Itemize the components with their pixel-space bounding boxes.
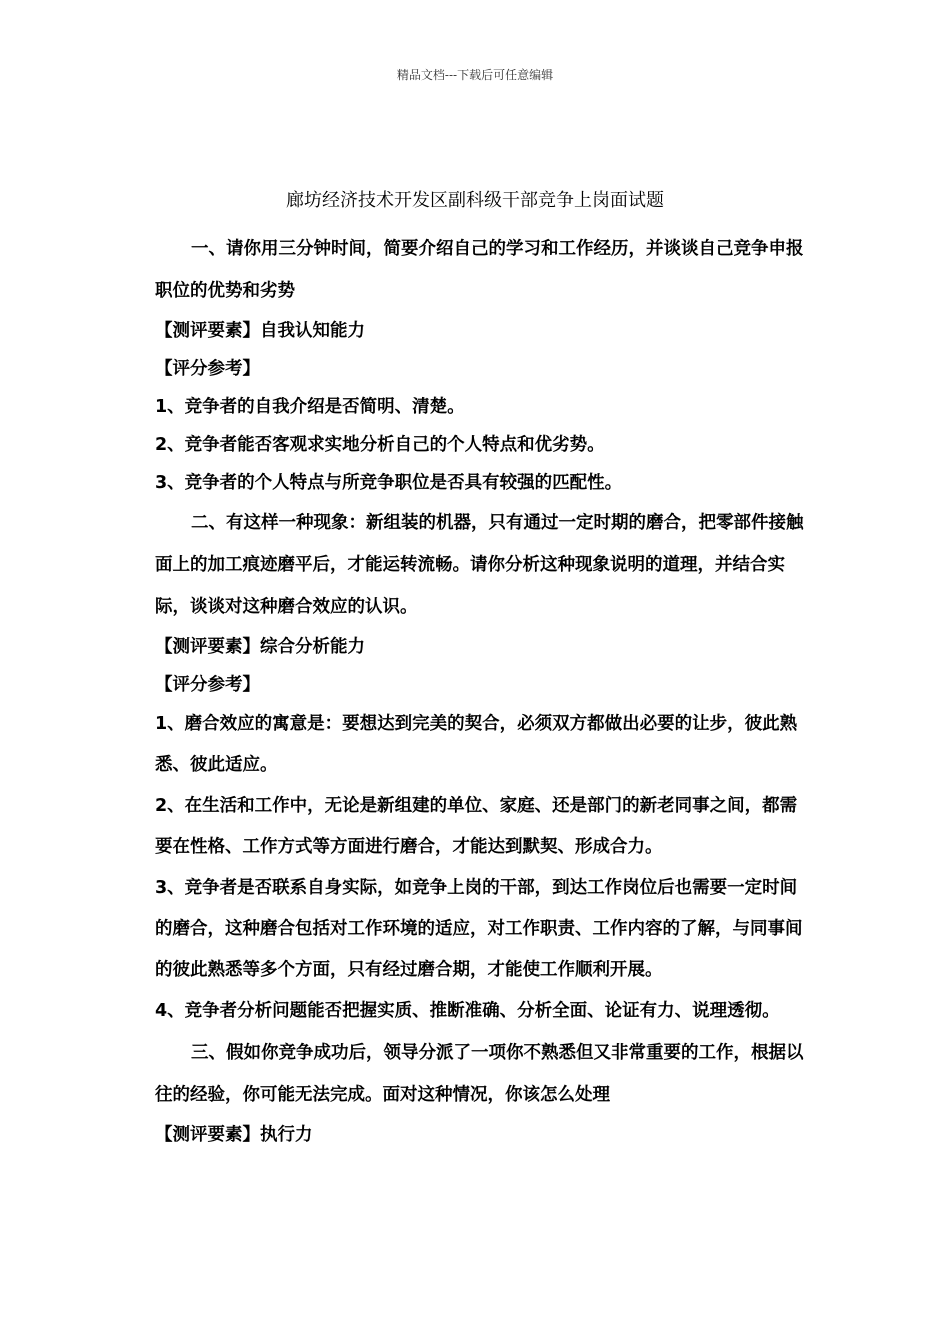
scoring-point: 3、竞争者的个人特点与所竞争职位是否具有较强的匹配性。	[155, 473, 623, 493]
document-title: 廊坊经济技术开发区副科级干部竞争上岗面试题	[286, 190, 664, 211]
evaluation-factor-1: 【测评要素】自我认知能力	[155, 321, 365, 341]
question-3: 三、假如你竞争成功后，领导分派了一项你不熟悉但又非常重要的工作，根据以往的经验，你可能无法完成。面对这种情况，你该怎么处理	[155, 1043, 804, 1105]
scoring-point: 4、竞争者分析问题能否把握实质、推断准确、分析全面、论证有力、说理透彻。	[155, 1001, 780, 1021]
scoring-reference-heading-2: 【评分参考】	[155, 675, 260, 695]
scoring-reference-heading-1: 【评分参考】	[155, 359, 260, 379]
scoring-point: 1、磨合效应的寓意是：要想达到完美的契合，必须双方都做出必要的让步，彼此熟悉、彼此适应。	[155, 714, 798, 775]
scoring-point: 2、竞争者能否客观求实地分析自己的个人特点和优劣势。	[155, 435, 605, 455]
evaluation-factor-3: 【测评要素】执行力	[155, 1125, 313, 1145]
scoring-point: 2、在生活和工作中，无论是新组建的单位、家庭、还是部门的新老同事之间，都需要在性格、工作方式等方面进行磨合，才能达到默契、形成合力。	[155, 796, 798, 857]
scoring-point: 3、竞争者是否联系自身实际，如竞争上岗的干部，到达工作岗位后也需要一定时间的磨合，这种磨合包括对工作环境的适应，对工作职责、工作内容的了解，与同事间的彼此熟悉等多个方面，只有经过磨合期，才能使工作顺利开展。	[155, 878, 803, 980]
evaluation-factor-2: 【测评要素】综合分析能力	[155, 637, 365, 657]
question-2: 二、有这样一种现象：新组装的机器，只有通过一定时期的磨合，把零部件接触面上的加工痕迹磨平后，才能运转流畅。请你分析这种现象说明的道理，并结合实际，谈谈对这种磨合效应的认识。	[155, 513, 804, 617]
page-header: 精品文档---下载后可任意编辑	[396, 68, 554, 82]
document-body	[155, 228, 807, 1154]
scoring-point: 1、竞争者的自我介绍是否简明、清楚。	[155, 397, 465, 417]
question-1: 一、请你用三分钟时间，简要介绍自己的学习和工作经历，并谈谈自己竞争申报职位的优势和劣势	[155, 239, 804, 301]
